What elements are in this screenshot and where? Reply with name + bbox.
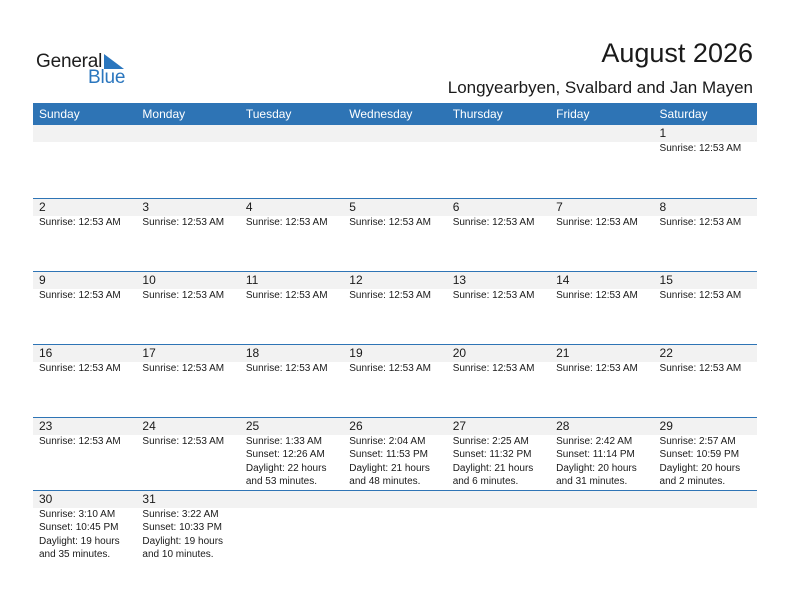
day-cell bbox=[654, 418, 757, 488]
day-cell bbox=[654, 491, 757, 561]
day-info-line: Sunset: 10:59 PM bbox=[659, 449, 740, 461]
day-info-line: Daylight: 19 hours bbox=[142, 535, 224, 547]
day-cell bbox=[550, 345, 653, 375]
day-number: 20 bbox=[452, 346, 467, 360]
week-row bbox=[33, 198, 757, 271]
day-number: 27 bbox=[452, 419, 467, 433]
day-info-line: Daylight: 19 hours bbox=[39, 535, 120, 547]
week-cells bbox=[33, 345, 757, 375]
day-info-line: Sunrise: 12:53 AM bbox=[659, 217, 742, 228]
day-number: 4 bbox=[245, 200, 253, 214]
day-cell bbox=[33, 125, 136, 155]
day-info-line: Sunrise: 12:53 AM bbox=[452, 363, 535, 374]
week-row bbox=[33, 490, 757, 563]
day-number: 22 bbox=[659, 346, 673, 360]
generalblue-logo bbox=[36, 51, 136, 91]
day-info-line: and 2 minutes. bbox=[659, 475, 726, 487]
day-cell bbox=[550, 125, 653, 155]
week-row bbox=[33, 125, 757, 198]
calendar-grid bbox=[33, 103, 757, 563]
day-info-line: Daylight: 21 hours bbox=[452, 462, 534, 474]
day-info-line: Sunrise: 12:53 AM bbox=[349, 363, 431, 374]
day-number: 9 bbox=[39, 273, 46, 287]
day-number: 30 bbox=[39, 492, 53, 506]
day-cell bbox=[136, 345, 239, 375]
day-number: 15 bbox=[659, 273, 673, 287]
day-number: 3 bbox=[142, 200, 150, 214]
day-cell bbox=[240, 418, 343, 488]
day-number bbox=[556, 491, 653, 508]
day-info-line: Daylight: 22 hours bbox=[245, 462, 327, 474]
day-info-line: Sunrise: 12:53 AM bbox=[39, 436, 121, 447]
day-cell bbox=[447, 125, 550, 155]
day-cell bbox=[447, 345, 550, 375]
day-info-line: Sunrise: 12:53 AM bbox=[245, 217, 328, 228]
day-number: 16 bbox=[39, 346, 53, 360]
day-info-line: Daylight: 20 hours bbox=[556, 462, 637, 474]
day-info-line: Sunrise: 12:53 AM bbox=[245, 290, 328, 301]
day-info-line: Sunrise: 12:53 AM bbox=[142, 217, 225, 228]
day-number: 10 bbox=[142, 273, 156, 287]
weekday-saturday: Saturday bbox=[659, 107, 708, 121]
day-cell bbox=[343, 272, 446, 302]
day-cell bbox=[343, 345, 446, 375]
week-cells bbox=[33, 199, 757, 229]
day-info-line: Sunrise: 12:53 AM bbox=[556, 363, 638, 374]
day-number: 23 bbox=[39, 419, 53, 433]
day-number: 2 bbox=[39, 200, 46, 214]
day-number: 14 bbox=[556, 273, 570, 287]
day-info-line: and 35 minutes. bbox=[39, 548, 111, 560]
week-cells bbox=[33, 125, 757, 155]
day-cell bbox=[136, 418, 239, 488]
day-number bbox=[349, 491, 446, 508]
day-info-line: Sunrise: 12:53 AM bbox=[659, 143, 742, 154]
day-info-line: Sunset: 11:53 PM bbox=[349, 449, 429, 461]
day-cell bbox=[654, 345, 757, 375]
day-number: 26 bbox=[349, 419, 363, 433]
day-info-line: Sunrise: 2:04 AM bbox=[349, 436, 426, 447]
day-cell bbox=[33, 199, 136, 229]
day-cell bbox=[240, 125, 343, 155]
day-info-line: Sunrise: 12:53 AM bbox=[349, 290, 431, 301]
day-number bbox=[39, 125, 136, 142]
day-info-line: Sunrise: 12:53 AM bbox=[39, 363, 121, 374]
day-info-line: Daylight: 21 hours bbox=[349, 462, 430, 474]
day-number bbox=[246, 125, 343, 142]
day-cell bbox=[343, 199, 446, 229]
day-cell bbox=[136, 491, 239, 561]
day-cell bbox=[654, 125, 757, 155]
day-info-line: Sunset: 11:14 PM bbox=[556, 449, 635, 461]
day-cell bbox=[654, 272, 757, 302]
week-cells bbox=[33, 272, 757, 302]
day-info-line: Sunrise: 12:53 AM bbox=[142, 363, 225, 374]
week-row bbox=[33, 344, 757, 417]
day-info-line: Sunrise: 12:53 AM bbox=[39, 290, 121, 301]
day-cell bbox=[33, 491, 136, 561]
day-info-line: Sunset: 10:45 PM bbox=[39, 522, 119, 534]
week-cells bbox=[33, 491, 757, 561]
day-number bbox=[349, 125, 446, 142]
calendar-location: Longyearbyen, Svalbard and Jan Mayen bbox=[447, 78, 753, 97]
day-info-line: and 6 minutes. bbox=[452, 475, 519, 487]
day-info-line: Sunrise: 3:10 AM bbox=[39, 509, 116, 520]
weekday-sunday: Sunday bbox=[39, 107, 80, 121]
day-info-line: Sunrise: 2:57 AM bbox=[659, 436, 736, 447]
day-cell bbox=[136, 272, 239, 302]
day-info-line: Sunset: 11:32 PM bbox=[452, 449, 532, 461]
day-number: 31 bbox=[142, 492, 156, 506]
day-cell bbox=[550, 199, 653, 229]
day-cell bbox=[447, 491, 550, 561]
logo-text-general: General bbox=[36, 51, 103, 72]
day-info-line: Sunrise: 12:53 AM bbox=[142, 290, 225, 301]
day-cell bbox=[447, 272, 550, 302]
weekday-wednesday: Wednesday bbox=[349, 107, 413, 121]
logo-text-blue: Blue bbox=[88, 67, 126, 88]
day-number: 5 bbox=[349, 200, 356, 214]
day-cell bbox=[33, 418, 136, 488]
day-cell bbox=[240, 491, 343, 561]
day-cell bbox=[447, 418, 550, 488]
day-number bbox=[660, 491, 757, 508]
day-info-line: and 48 minutes. bbox=[349, 475, 421, 487]
day-cell bbox=[33, 272, 136, 302]
day-info-line: and 31 minutes. bbox=[556, 475, 628, 487]
day-number bbox=[142, 125, 239, 142]
weekday-thursday: Thursday bbox=[452, 107, 503, 121]
day-info-line: Sunrise: 12:53 AM bbox=[452, 290, 535, 301]
day-cell bbox=[343, 125, 446, 155]
day-cell bbox=[343, 491, 446, 561]
day-cell bbox=[136, 199, 239, 229]
day-info-line: and 10 minutes. bbox=[142, 548, 214, 560]
day-cell bbox=[550, 491, 653, 561]
day-cell bbox=[33, 345, 136, 375]
day-cell bbox=[136, 125, 239, 155]
day-cell bbox=[550, 418, 653, 488]
day-number: 28 bbox=[556, 419, 570, 433]
day-number: 7 bbox=[556, 200, 563, 214]
weekday-friday: Friday bbox=[556, 107, 590, 121]
day-info-line: Sunrise: 12:53 AM bbox=[556, 290, 638, 301]
day-cell bbox=[550, 272, 653, 302]
day-number bbox=[453, 491, 550, 508]
week-row bbox=[33, 271, 757, 344]
day-info-line: Sunrise: 12:53 AM bbox=[659, 290, 742, 301]
day-number: 17 bbox=[142, 346, 156, 360]
day-cell bbox=[240, 345, 343, 375]
day-number: 12 bbox=[349, 273, 363, 287]
day-number: 13 bbox=[452, 273, 467, 287]
weekday-tuesday: Tuesday bbox=[245, 107, 292, 121]
day-cell bbox=[447, 199, 550, 229]
day-info-line: Sunrise: 2:25 AM bbox=[452, 436, 529, 447]
day-number bbox=[246, 491, 343, 508]
day-info-line: Sunset: 10:33 PM bbox=[142, 522, 222, 534]
day-info-line: Daylight: 20 hours bbox=[659, 462, 741, 474]
day-info-line: Sunrise: 12:53 AM bbox=[556, 217, 638, 228]
day-info-line: Sunrise: 3:22 AM bbox=[142, 509, 219, 520]
day-info-line: and 53 minutes. bbox=[245, 475, 318, 487]
day-number bbox=[556, 125, 653, 142]
day-info-line: Sunset: 12:26 AM bbox=[245, 449, 325, 461]
day-cell bbox=[240, 272, 343, 302]
day-number: 6 bbox=[452, 200, 460, 214]
week-cells bbox=[33, 418, 757, 488]
day-info-line: Sunrise: 1:33 AM bbox=[245, 436, 322, 447]
day-number: 19 bbox=[349, 346, 363, 360]
calendar-title: August 2026 bbox=[601, 38, 753, 68]
day-info-line: Sunrise: 12:53 AM bbox=[452, 217, 535, 228]
day-number: 25 bbox=[245, 419, 260, 433]
week-row bbox=[33, 417, 757, 490]
day-info-line: Sunrise: 12:53 AM bbox=[349, 217, 431, 228]
calendar-weeks bbox=[33, 125, 757, 563]
weekday-monday: Monday bbox=[142, 107, 186, 121]
day-info-line: Sunrise: 12:53 AM bbox=[245, 363, 328, 374]
day-number: 18 bbox=[245, 346, 260, 360]
day-info-line: Sunrise: 12:53 AM bbox=[142, 436, 225, 447]
day-number: 21 bbox=[556, 346, 570, 360]
day-number: 24 bbox=[142, 419, 156, 433]
day-cell bbox=[343, 418, 446, 488]
weekday-header bbox=[33, 103, 757, 125]
day-number: 8 bbox=[659, 200, 667, 214]
day-info-line: Sunrise: 2:42 AM bbox=[556, 436, 633, 447]
day-number: 1 bbox=[659, 126, 667, 140]
day-number: 29 bbox=[659, 419, 673, 433]
day-cell bbox=[240, 199, 343, 229]
day-info-line: Sunrise: 12:53 AM bbox=[659, 363, 742, 374]
day-number bbox=[453, 125, 550, 142]
day-number: 11 bbox=[245, 273, 259, 287]
day-cell bbox=[654, 199, 757, 229]
day-info-line: Sunrise: 12:53 AM bbox=[39, 217, 121, 228]
